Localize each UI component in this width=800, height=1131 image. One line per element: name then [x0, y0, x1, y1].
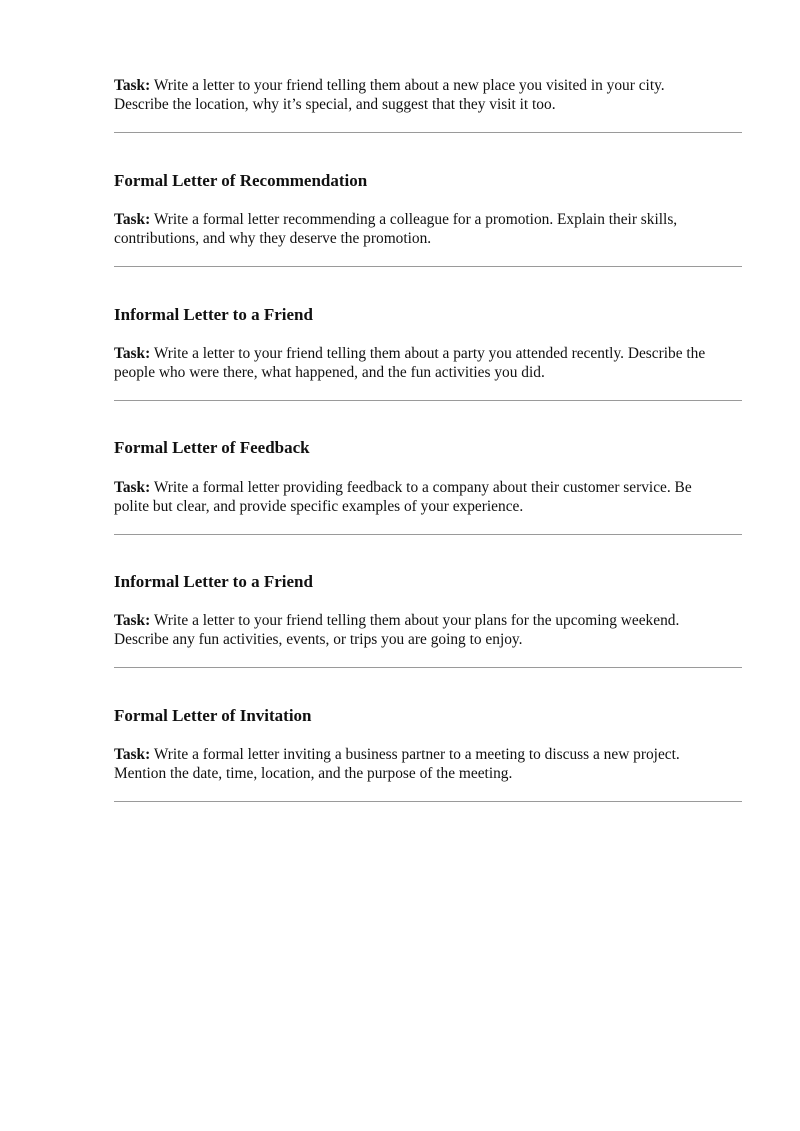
section-heading: Formal Letter of Invitation [114, 706, 312, 725]
task-label: Task: [114, 345, 151, 362]
task-line-2: Describe any fun activities, events, or trips you are going to enjoy. [114, 631, 523, 648]
section-divider [114, 266, 742, 267]
task-line-2: contributions, and why they deserve the promotion. [114, 230, 432, 247]
task-label: Task: [114, 77, 151, 94]
section-heading: Informal Letter to a Friend [114, 305, 313, 324]
task-line-1: Write a letter to your friend telling them about a party you attended recently. Describe the [153, 345, 706, 362]
task-line-1: Write a letter to your friend telling them about your plans for the upcoming weekend. [153, 612, 680, 629]
task-line-2: Mention the date, time, location, and the purpose of the meeting. [114, 765, 513, 782]
section-heading: Informal Letter to a Friend [114, 572, 313, 591]
task-paragraph [114, 344, 742, 382]
task-label: Task: [114, 612, 151, 629]
section-divider [114, 400, 742, 401]
task-paragraph [114, 76, 742, 114]
task-line-1: Write a formal letter inviting a business partner to a meeting to discuss a new project. [153, 746, 680, 763]
task-paragraph [114, 210, 742, 248]
section-heading: Formal Letter of Recommendation [114, 171, 368, 190]
section-divider [114, 667, 742, 668]
task-label: Task: [114, 746, 151, 763]
task-paragraph [114, 611, 742, 649]
task-line-2: people who were there, what happened, and the fun activities you did. [114, 364, 545, 381]
section-divider [114, 534, 742, 535]
section-divider [114, 132, 742, 133]
task-label: Task: [114, 479, 151, 496]
task-line-2: polite but clear, and provide specific examples of your experience. [114, 498, 524, 515]
task-line-1: Write a letter to your friend telling them about a new place you visited in your city. [153, 77, 665, 94]
task-line-1: Write a formal letter recommending a colleague for a promotion. Explain their skills, [153, 211, 678, 228]
task-line-1: Write a formal letter providing feedback to a company about their customer service. Be [153, 479, 692, 496]
section-heading: Formal Letter of Feedback [114, 438, 310, 457]
task-label: Task: [114, 211, 151, 228]
task-line-2: Describe the location, why it’s special, and suggest that they visit it too. [114, 96, 556, 113]
section-divider [114, 801, 742, 802]
task-paragraph [114, 478, 742, 516]
task-paragraph [114, 745, 742, 783]
